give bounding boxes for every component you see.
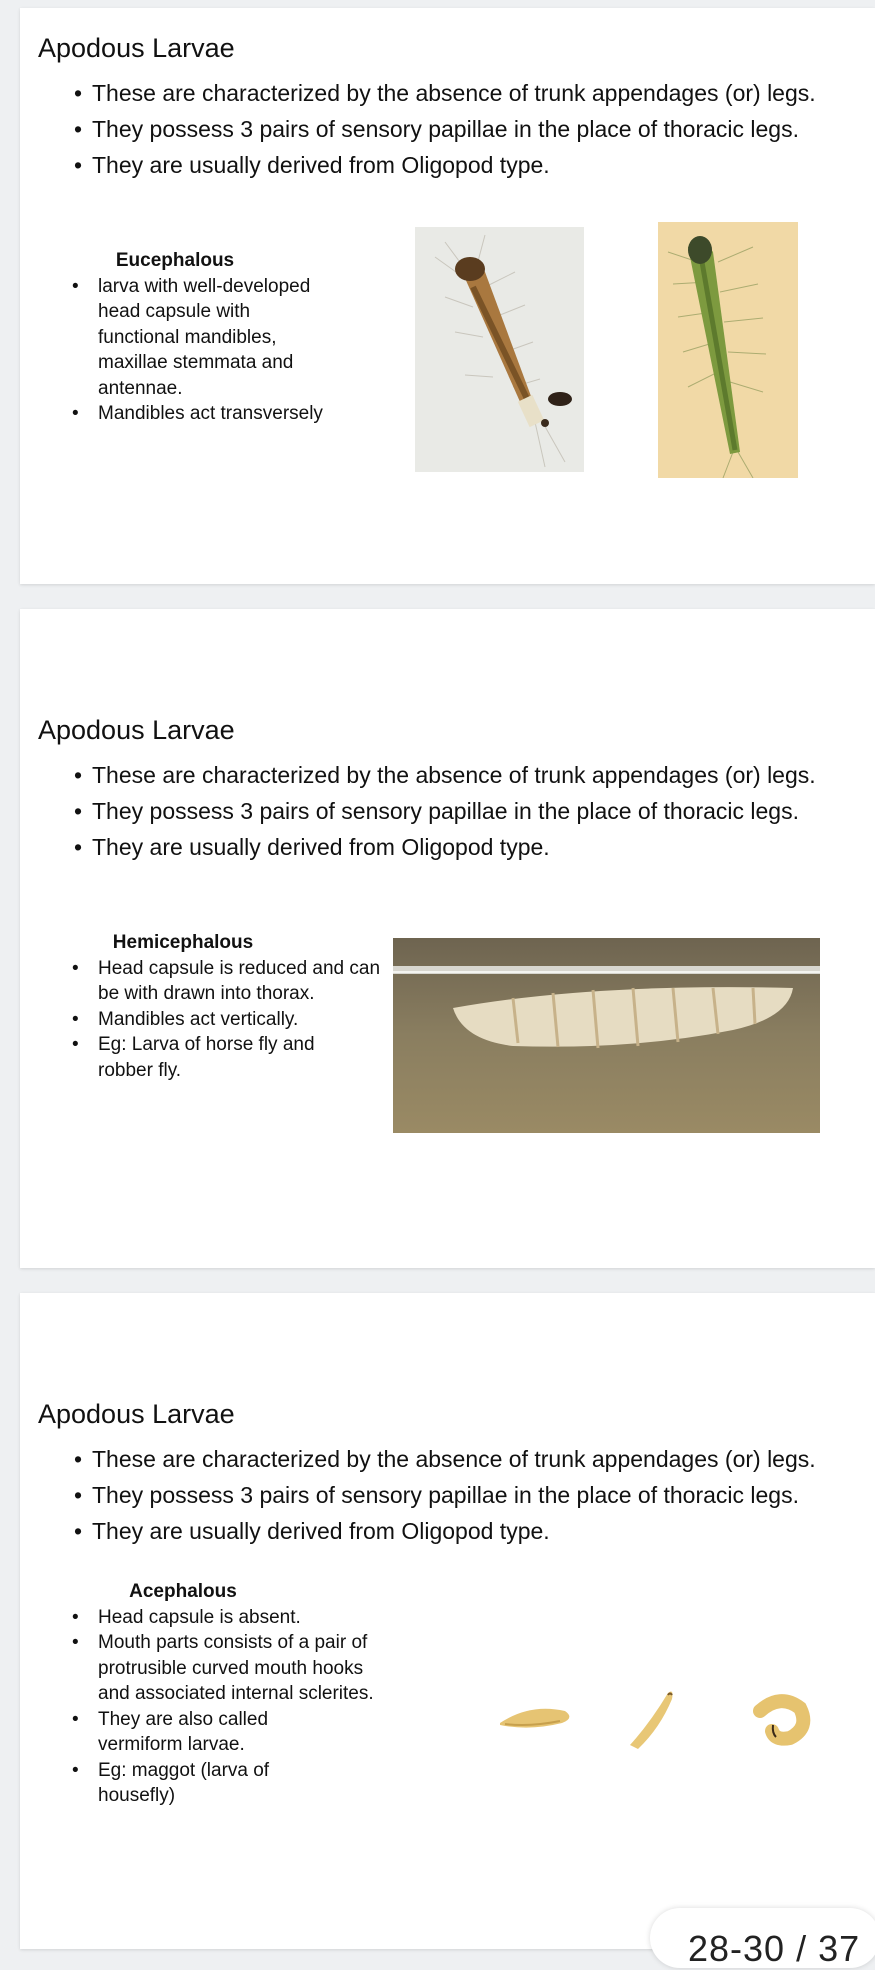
sub-bullet: • Eg: maggot (larva of housefly) bbox=[68, 1758, 318, 1809]
green-mosquito-larva-photo bbox=[658, 222, 798, 478]
sub-bullet-list bbox=[68, 1605, 398, 1809]
main-bullet: • They are usually derived from Oligopod type. bbox=[72, 152, 872, 178]
slide-1 bbox=[20, 8, 875, 584]
horse-fly-larva-photo bbox=[393, 938, 820, 1133]
mosquito-larva-photo bbox=[415, 227, 584, 472]
main-bullet: • They possess 3 pairs of sensory papillae in the place of thoracic legs. bbox=[72, 798, 872, 824]
main-bullet: • They are usually derived from Oligopod type. bbox=[72, 1518, 872, 1544]
slide-3 bbox=[20, 1293, 875, 1949]
sub-section bbox=[68, 930, 398, 1083]
sub-section bbox=[68, 248, 398, 427]
sub-heading: Eucephalous bbox=[115, 250, 235, 271]
main-bullet: • These are characterized by the absence of trunk appendages (or) legs. bbox=[72, 1446, 872, 1472]
sub-bullet-list bbox=[68, 956, 398, 1084]
main-bullet-list bbox=[72, 80, 872, 188]
page-indicator: 28-30 / 37 bbox=[688, 1928, 861, 1969]
sub-bullet: • Mouth parts consists of a pair of protrusible curved mouth hooks and associated internal sclerites. bbox=[68, 1630, 388, 1707]
slide-title: Apodous Larvae bbox=[38, 33, 235, 63]
sub-bullet: • Head capsule is reduced and can be with drawn into thorax. bbox=[68, 956, 383, 1007]
sub-bullet: • Mandibles act transversely bbox=[68, 401, 368, 427]
maggot-photos bbox=[490, 1663, 850, 1763]
sub-bullet: • Eg: Larva of horse fly and robber fly. bbox=[68, 1032, 353, 1083]
sub-section bbox=[68, 1579, 398, 1809]
sub-bullet: • Mandibles act vertically. bbox=[68, 1007, 398, 1033]
sub-bullet: • They are also called vermiform larvae. bbox=[68, 1707, 318, 1758]
sub-bullet-list bbox=[68, 274, 368, 427]
main-bullet: • These are characterized by the absence of trunk appendages (or) legs. bbox=[72, 80, 872, 106]
main-bullet: • They possess 3 pairs of sensory papillae in the place of thoracic legs. bbox=[72, 116, 872, 142]
main-bullet: • These are characterized by the absence of trunk appendages (or) legs. bbox=[72, 762, 872, 788]
sub-bullet: • Head capsule is absent. bbox=[68, 1605, 398, 1631]
slide-2 bbox=[20, 609, 875, 1268]
sub-heading: Hemicephalous bbox=[112, 932, 254, 953]
sub-bullet: • larva with well-developed head capsule with functional mandibles, maxillae stemmata and antennae. bbox=[68, 274, 328, 402]
main-bullet: • They are usually derived from Oligopod type. bbox=[72, 834, 872, 860]
main-bullet-list bbox=[72, 1446, 872, 1554]
slide-title: Apodous Larvae bbox=[38, 715, 235, 745]
main-bullet: • They possess 3 pairs of sensory papillae in the place of thoracic legs. bbox=[72, 1482, 872, 1508]
main-bullet-list bbox=[72, 762, 872, 870]
sub-heading: Acephalous bbox=[129, 1581, 237, 1602]
slide-title: Apodous Larvae bbox=[38, 1399, 235, 1429]
